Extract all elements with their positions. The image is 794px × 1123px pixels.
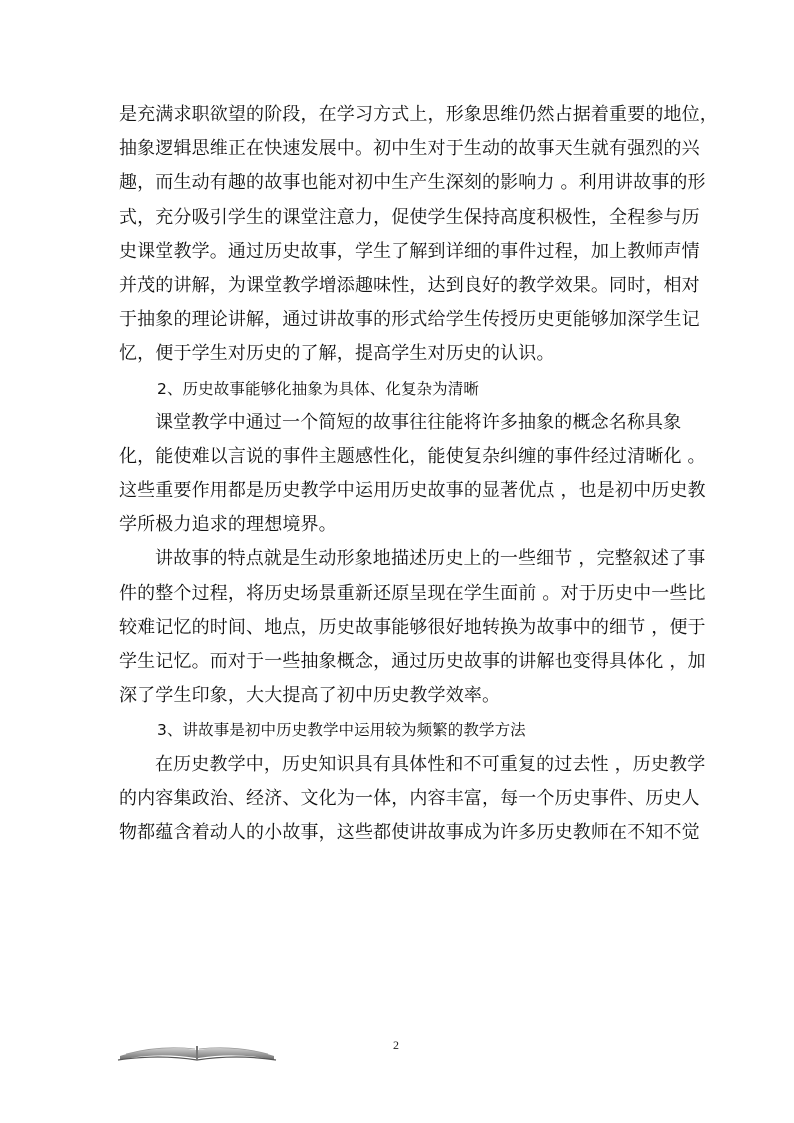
text-line: 式，充分吸引学生的课堂注意力，促使学生保持高度积极性，全程参与历 bbox=[119, 206, 700, 228]
text-line: 史课堂教学。通过历史故事，学生了解到详细的事件过程，加上教师声情 bbox=[119, 240, 700, 262]
section-heading: 3、讲故事是初中历史教学中运用较为频繁的教学方法 bbox=[157, 721, 526, 740]
text-line: 学所极力追求的理想境界。 bbox=[119, 514, 337, 536]
text-line: 抽象逻辑思维正在快速发展中。初中生对于生动的故事天生就有强烈的兴 bbox=[119, 138, 700, 160]
text-line: 讲故事的特点就是生动形象地描述历史上的一些细节 ，完整叙述了事 bbox=[155, 548, 706, 570]
text-line: 物都蕴含着动人的小故事，这些都使讲故事成为许多历史教师在不知不觉 bbox=[119, 821, 700, 843]
text-line: 在历史教学中，历史知识具有具体性和不可重复的过去性 ，历史教学 bbox=[155, 753, 706, 775]
text-line: 学生记忆。而对于一些抽象概念，通过历史故事的讲解也变得具体化 ，加 bbox=[119, 651, 706, 672]
text-line: 这些重要作用都是历史教学中运用历史故事的显著优点 ，也是初中历史教 bbox=[119, 480, 706, 502]
text-line: 较难记忆的时间、地点，历史故事能够很好地转换为故事中的细节 ，便于 bbox=[119, 616, 706, 638]
text-line: 件的整个过程，将历史场景重新还原呈现在学生面前 。对于历史中一些比 bbox=[119, 582, 706, 604]
text-line: 的内容集政治、经济、文化为一体，内容丰富，每一个历史事件、历史人 bbox=[119, 787, 700, 809]
text-line: 化，能使难以言说的事件主题感性化，能使复杂纠缠的事件经过清晰化 。 bbox=[119, 445, 706, 467]
section-heading: 2、历史故事能够化抽象为具体、化复杂为清晰 bbox=[157, 379, 479, 398]
text-line: 深了学生印象，大大提高了初中历史教学效率。 bbox=[119, 685, 501, 707]
text-line: 忆，便于学生对历史的了解，提高学生对历史的认识。 bbox=[119, 343, 555, 365]
document-body bbox=[119, 98, 718, 850]
text-line: 并茂的讲解，为课堂教学增添趣味性，达到良好的教学效果。同时，相对 bbox=[119, 274, 700, 296]
open-book-icon bbox=[116, 1036, 278, 1062]
text-line: 趣，而生动有趣的故事也能对初中生产生深刻的影响力 。利用讲故事的形 bbox=[119, 172, 706, 194]
text-line: 是充满求职欲望的阶段，在学习方式上，形象思维仍然占据着重要的地位， bbox=[119, 104, 718, 125]
text-line: 于抽象的理论讲解，通过讲故事的形式给学生传授历史更能够加深学生记 bbox=[119, 309, 700, 331]
page-number: 2 bbox=[393, 1038, 399, 1052]
text-line: 课堂教学中通过一个简短的故事往往能将许多抽象的概念名称具象 bbox=[155, 411, 682, 433]
